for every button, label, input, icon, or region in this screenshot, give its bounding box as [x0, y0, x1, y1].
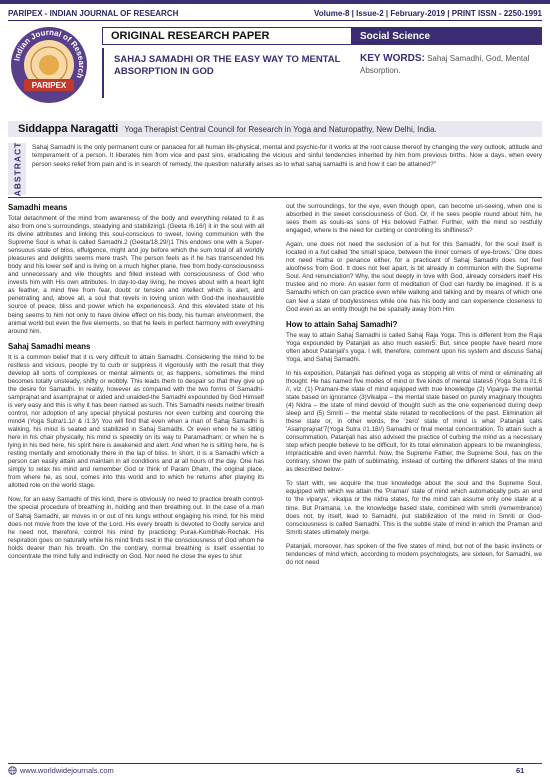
paragraph: It is a common belief that it is very difficult to attain Samadhi. Considering the mind to be restless and vicious, people try to curb or suppress it vigorously with the result that they develop all sorts of complexes or mental ailments or, as happens, sometimes the mind becomes totally unsteady, shifty or wobbly. This leads them to despair so that they give up the desire for Samadhi. In reality, however as compared with the two forms of Samadhi-samprajnat and asamprajnat or aided and unaided-the Samadhi expounded by God Himself is very easy and this is why it has been named as such. This Samadhi needs neither breath control, nor adoption of any special physical postures nor even curbing and coercing the mind4 (Yoga Sutra/1.1// & /1.3/) You will find that even when a man of Sahaj Samadhi is walking, his mind is seated and stabilized in Sahaj Samadhi. Or even when he is sitting here in his chair physically, his mind is speedily on its way to Paramadham; or when he is lying in his bed here, his spirit here is awakened and alert. And when he is sitting here, he is resting mentally and emotionally there in the lap of bliss. In short, it is a Samadhi which a person can easily attain and maintain in all conditions and at all hours of the day. One has simply to relax his mind and remember God or think of Param Dham, the original place, from where he, as soul, comes into this world and to which he returns after playing its allotted role on the world stage.: [8, 353, 264, 490]
keywords: [360, 52, 542, 76]
website-text[interactable]: www.worldwidejournals.com: [20, 766, 114, 775]
paragraph: The way to attain Sahaj Samadhi is called Sahaj Raja Yoga. This is different from the Raja Yoga expounded by Patanjali as also much easier5. But, since people have heard more often about Patanjali's yoga. I will, therefore, comment upon his system and discuss Sahaj Yoga, and Sahaj Samadhi.: [286, 331, 542, 363]
logo-center: [39, 55, 59, 75]
left-column: [8, 203, 264, 567]
footer-website[interactable]: [8, 766, 114, 775]
paragraph: Total detachment of the mind from awareness of the body and everything related to it as also from one's surroundings, steadying and stabilizing1 (Geeta /6.16/) it in the soul with all its divine attributes and linking this soul-conscious to sweet, loving communion with the Supreme Soul is what is called Samadhi.2 (Geeta/18.29/)1 This endows one with a Super-sensuous state of bliss, effulgence, might and joy before which the sum total of all worldly pleasures and delights seems mere trash. The person feels as if he has transcended his body and his lower self and is living on a much higher plane, free from body-consciousness and unnecessary and vile thoughts and filled instead with consciousness of God who invests him with His own attributes. In day-to-day living, he moves about with a heart light as feather, a mind free from fear, doubt or tension and intellect which is alert, and penetrating and, above all, a soul that revels in loving union with God-the inexhaustible source of peace, bliss and power which he experiences3. And this elevated state of his being seems to him not only to have divine effect on his body, his human environment, the animal world but even the five elements, so that he feels in perfect harmony with everything around him.: [8, 214, 264, 335]
logo-banner-text: PARIPEX: [31, 81, 67, 90]
paragraph: Again, one does not need the seclusion of a hut for this Samadhi, for the soul itself is located in a hut called 'the small space, between the inner corners of eye-brows.' One does not need Hatha or penance either, for a practicant of Sahaj Samadhi does not feel aloofness from God. It does not feel apart, is bit already in communion with the Supreme Soul. And renunciation? Why, the soul deeply in love with God, already considers itself His trustee and no more. An easier form of meditation of God can hardly be imagined. It is a Samadhi which on can practice even while walking and talking and by means of which one can feel a state of bodylessness while one has his body and can experience closeness to God even as an entity though he be spatially away from Him: [286, 241, 542, 313]
paragraph: out the surroundings, for the eye, even though open, can become un-seeing, when one is absorbed in the sweet consciousness of God. Or, if he sees people round about him, he sees them as souls-as sons of His beloved Father. Further, with the mind so restfully engaged, where is the need for curbing or controlling its shiftiness?: [286, 203, 542, 235]
paper-title: SAHAJ SAMADHI OR THE EASY WAY TO MENTAL ABSORPTION IN GOD: [102, 48, 352, 98]
keywords-label: KEY WORDS:: [360, 53, 425, 64]
page-number: 61: [516, 766, 525, 775]
section-heading: Sahaj Samadhi means: [8, 341, 91, 351]
top-color-bar: [0, 0, 550, 4]
section-heading: How to attain Sahaj Samadhi?: [286, 319, 398, 329]
author-band: [8, 121, 542, 137]
paragraph: In his exposition, Patanjali has defined yoga as stopping all vritis of mind or eliminating all thought. He has named five modes of mind or five kinds of mental states6 (Yoga Sutra //1.6 //, viz. (1) Pramani-the state of mind equipped with true knowledge (2) Viparya- the mental state based on ignorance (3)Vikalpa – the mental state based on purely imaginary thoughts (4) Nidra – the state of mind devoid of thought such as the one experienced during deep sleep and (5) Smriti – the mental state related to recollections of the past. Elimination all these state or, in other words, the 'zero' state of mind is what Patanjali calls 'Asamprajnat'7(Yoga Sutra //1.18//) Samadhi or final mental concentration. To attain such a consummation, Patanjali has also advised the practice of curbing the mind as a necessary step which people believe to be difficult, for its total elimination appears to be meaningless, impracticable and even harmful. Now, the Supreme Father, the Supreme Soul, has on the contrary, shown the path of sublimating, instead of curbing the different states of the mind as described below:-: [286, 369, 542, 474]
journal-logo: [8, 24, 90, 106]
globe-icon: [8, 766, 17, 775]
abstract-label: ABSTRACT: [12, 141, 22, 197]
subject-label: Social Science: [352, 27, 542, 45]
abstract-tag: [8, 143, 26, 195]
paragraph: Now, for an easy Samadhi of this kind, there is obviously no need to practice breath control-the special procedure of breathing in, holding and then breathing out. In the case of a man of Sahaj Samadhi, air moves in or out of his lungs without engaging his mind, for his mind does not move from the love of the Lord. His every breath is devoted to Godly service and he need not, therefore, control his mind by practicing Purak-Kumbhak-Rechak. His respiration goes on naturally while his mind finds rest in the consciousness of God whom he holds dearer than his breath. On the contrary, normal breathing is itself essential to concentrate the mind fully and indirectly on God. Nor need he close the eyes to shut: [8, 496, 264, 560]
keywords-value: Sahaj Samadhi, God, Mental Absorption.: [360, 54, 530, 75]
journal-header: [8, 6, 542, 20]
paper-type-label: ORIGINAL RESEARCH PAPER: [102, 27, 352, 45]
author-name: Siddappa Naragatti: [18, 123, 119, 135]
header-rule: [8, 20, 542, 21]
journal-name: PARIPEX - INDIAN JOURNAL OF RESEARCH: [8, 8, 179, 18]
right-column: [286, 203, 542, 573]
author-affiliation: Yoga Therapist Central Council for Research in Yoga and Naturopathy, New Delhi, India.: [124, 124, 437, 134]
footer-rule: [8, 763, 542, 764]
paragraph: To start with, we acquire the true knowledge about the soul and the Supreme Soul, equipped with which we attain the 'Praman' state of mind which automatically puts an end to 'the viparya', vikalpa or the nidra states, for the mind can assume only one state at a time. But Pramana, i.e. the knowledge based state, combined with smriti (remembrance) does not, by itself, lead to Samadhi, put stabilization of the mind in Smriti or God-consciousness is called Samadhi. This is the subtle state of mind in which the Praman and Smriti states ultimately merge.: [286, 480, 542, 536]
issue-info: Volume-8 | Issue-2 | February-2019 | PRINT ISSN - 2250-1991: [314, 8, 542, 18]
section-heading: Samadhi means: [8, 203, 68, 212]
abstract-text: Sahaj Samadhi is the only permanent cure or panacea for all human ills-physical, mental and psychic-for it works at the root cause thereof by changing the very outlook, attitude and temperament of a person. It liberates him from vice and past sins, eradicating the vicious and sinful tendencies inherited by him from previous births. Now a days, when every person seeks relief from pain and is in search of remedy, the question naturally arises as to what sahaj samadhi is and how it can be attained?": [32, 144, 542, 168]
logo-ring-text: Indian Journal of Research: [12, 27, 87, 80]
abstract-rule: [8, 197, 542, 198]
paragraph: Patanjali, moreover, has spoken of the five states of mind, but not of the basic instincts or tendencies of mind which, according to modern psychologists, are sixteen, for Samadhi, we do not need: [286, 542, 542, 566]
